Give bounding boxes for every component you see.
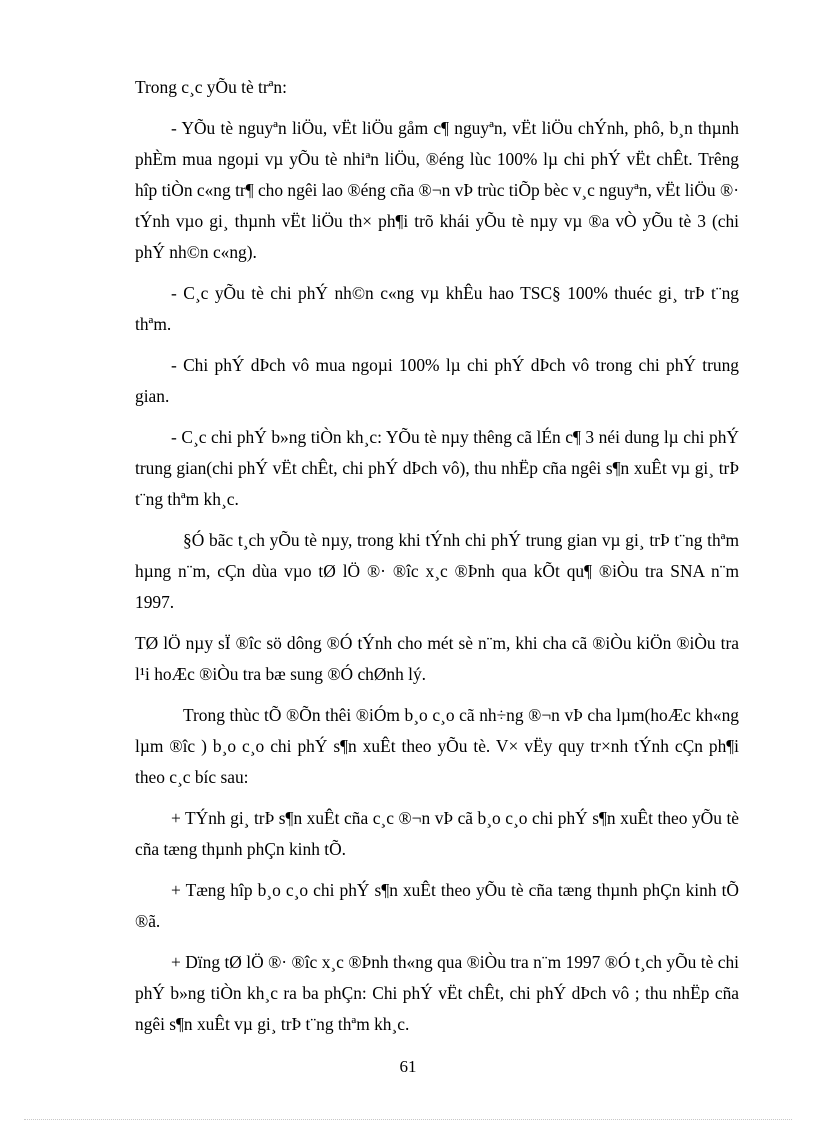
paragraph-other-cash-costs: - C¸c chi phÝ b»ng tiÒn kh¸c: YÕu tè nµy thêng cã lÉn c¶ 3 néi dung lµ chi phÝ trung gian(chi phÝ vËt chÊt, chi phÝ dÞch vô), thu nhËp cña ngêi s¶n xuÊt vµ gi¸ trÞ t¨ng thªm kh¸c. bbox=[135, 427, 739, 509]
paragraph-practice: Trong thùc tÕ ®Õn thêi ®iÓm b¸o c¸o cã nh÷ng ®¬n vÞ cha lµm(hoÆc kh«ng lµm ®îc ) b¸o c¸o chi phÝ s¶n xuÊt theo yÕu tè. V× vËy quy tr×nh tÝnh cÇn ph¶i theo c¸c bíc sau: bbox=[135, 705, 739, 787]
paragraph-step-1: + TÝnh gi¸ trÞ s¶n xuÊt cña c¸c ®¬n vÞ cã b¸o c¸o chi phÝ s¶n xuÊt theo yÕu tè cña tæng thµnh phÇn kinh tÕ. bbox=[135, 808, 739, 859]
paragraph-labor-depreciation: - C¸c yÕu tè chi phÝ nh©n c«ng vµ khÊu hao TSC§ 100% thuéc gi¸ trÞ t¨ng thªm. bbox=[135, 283, 739, 334]
body-text bbox=[135, 72, 739, 1050]
page-number: 61 bbox=[399, 1057, 417, 1076]
footer-divider bbox=[24, 1119, 792, 1120]
paragraph-step-2: + Tæng hîp b¸o c¸o chi phÝ s¶n xuÊt theo yÕu tè cña tæng thµnh phÇn kinh tÕ ®ã. bbox=[135, 880, 739, 931]
paragraph-step-3: + Dïng tØ lÖ ®· ®îc x¸c ®Þnh th«ng qua ®iÒu tra n¨m 1997 ®Ó t¸ch yÕu tè chi phÝ b»ng tiÒn kh¸c ra ba phÇn: Chi phÝ vËt chÊt, chi phÝ dÞch vô ; thu nhËp cña ngêi s¶n xuÊt vµ gi¸ trÞ t¨ng thªm kh¸c. bbox=[135, 952, 739, 1034]
paragraph-raw-materials: - YÕu tè nguyªn liÖu, vËt liÖu gåm c¶ nguyªn, vËt liÖu chÝnh, phô, b¸n thµnh phÈm mua ngoµi vµ yÕu tè nhiªn liÖu, ®éng lùc 100% lµ chi phÝ vËt chÊt. Trêng hîp tiÒn c«ng tr¶ cho ngêi lao ®éng cña ®¬n vÞ trùc tiÕp bèc v¸c nguyªn, vËt liÖu ®· tÝnh vµo gi¸ thµnh vËt liÖu th× ph¶i trõ khái yÕu tè nµy vµ ®a vÒ yÕu tè 3 (chi phÝ nh©n c«ng). bbox=[135, 118, 739, 262]
paragraph-services: - Chi phÝ dÞch vô mua ngoµi 100% lµ chi phÝ dÞch vô trong chi phÝ trung gian. bbox=[135, 355, 739, 406]
paragraph-ratio: TØ lÖ nµy sÏ ®îc sö dông ®Ó tÝnh cho mét sè n¨m, khi cha cã ®iÒu kiÖn ®iÒu tra l¹i hoÆc ®iÒu tra bæ sung ®Ó chØnh lý. bbox=[135, 633, 739, 684]
paragraph-separation: §Ó bãc t¸ch yÕu tè nµy, trong khi tÝnh chi phÝ trung gian vµ gi¸ trÞ t¨ng thªm hµng n¨m, cÇn dùa vµo tØ lÖ ®· ®îc x¸c ®Þnh qua kÕt qu¶ ®iÒu tra SNA n¨m 1997. bbox=[135, 530, 739, 612]
paragraph-intro: Trong c¸c yÕu tè trªn: bbox=[135, 77, 287, 97]
